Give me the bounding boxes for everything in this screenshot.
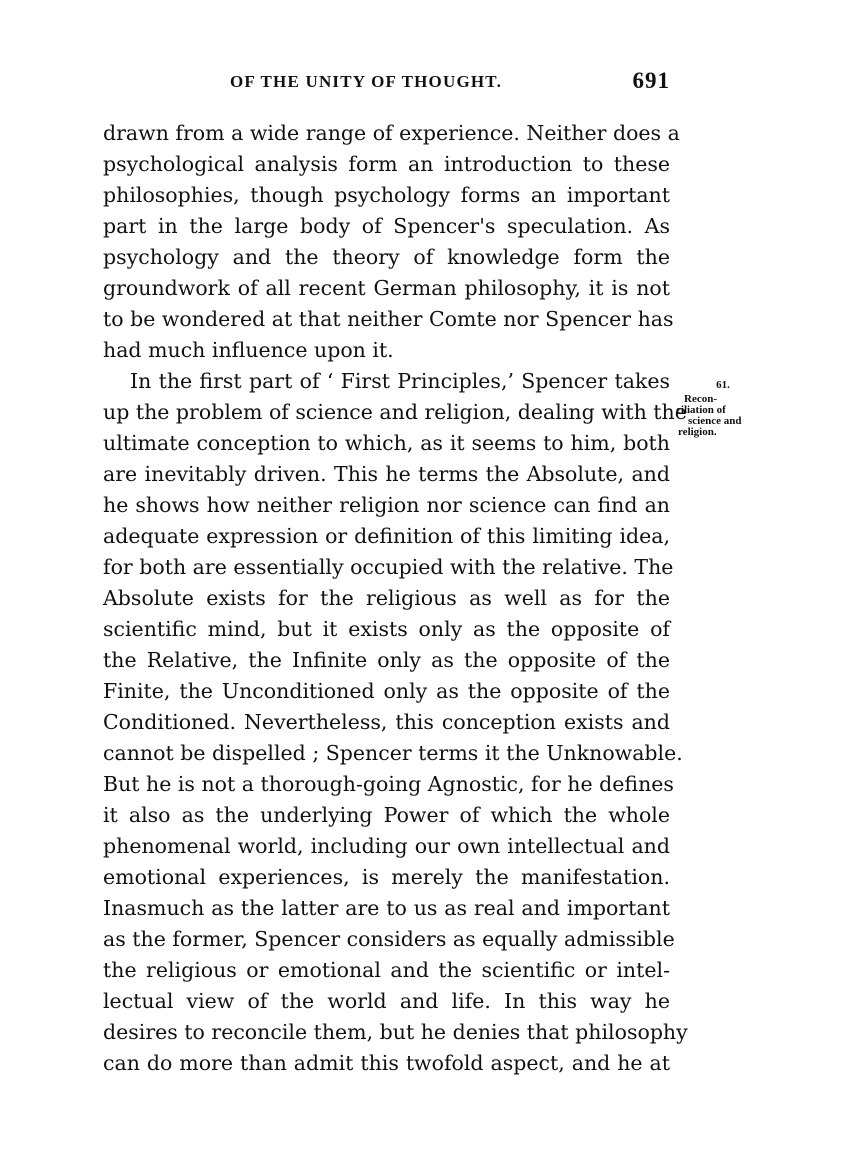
margin-note-line: ciliation of: [676, 404, 726, 416]
body-text: [103, 118, 688, 1079]
text-line: can do more than admit this twofold aspect, and he at: [103, 1051, 670, 1075]
text-line: psychological analysis form an introduction to these: [103, 152, 670, 176]
paragraph-start-line: In the first part of ‘ First Principles,’ Spencer takes: [130, 369, 670, 393]
text-line: it also as the underlying Power of which the whole: [103, 803, 670, 827]
text-line: for both are essentially occupied with the relative. The: [103, 555, 674, 579]
text-line: Conditioned. Nevertheless, this conception exists and: [103, 710, 670, 734]
text-line: he shows how neither religion nor science can find an: [103, 493, 670, 517]
margin-note: [676, 380, 756, 438]
text-line: ultimate conception to which, as it seems to him, both: [103, 431, 670, 455]
text-line: philosophies, though psychology forms an important: [103, 183, 670, 207]
text-line: desires to reconcile them, but he denies that philosophy: [103, 1020, 688, 1044]
margin-note-line: science and: [688, 415, 742, 427]
text-line: as the former, Spencer considers as equally admissible: [103, 927, 675, 951]
text-line: to be wondered at that neither Comte nor Spencer has: [103, 307, 674, 331]
text-line: groundwork of all recent German philosophy, it is not: [103, 276, 670, 300]
text-line: psychology and the theory of knowledge form the: [103, 245, 670, 269]
text-line: But he is not a thorough-going Agnostic, for he defines: [103, 772, 674, 796]
text-line: lectual view of the world and life. In this way he: [103, 989, 670, 1013]
margin-note-line: religion.: [678, 426, 717, 438]
text-line: phenomenal world, including our own intellectual and: [103, 834, 670, 858]
text-line: part in the large body of Spencer's speculation. As: [103, 214, 670, 238]
page-number: 691: [632, 68, 670, 93]
margin-note-line: Recon-: [684, 393, 717, 405]
text-line: are inevitably driven. This he terms the Absolute, and: [103, 462, 670, 486]
page-header: [230, 70, 670, 94]
text-line: emotional experiences, is merely the manifestation.: [103, 865, 670, 889]
text-line: had much influence upon it.: [103, 338, 394, 362]
text-line: the Relative, the Infinite only as the opposite of the: [103, 648, 670, 672]
text-line: Absolute exists for the religious as well as for the: [103, 586, 670, 610]
section-number: 61.: [716, 379, 730, 391]
text-line: adequate expression or definition of this limiting idea,: [103, 524, 670, 548]
text-line: the religious or emotional and the scientific or intel-: [103, 958, 670, 982]
text-line: Finite, the Unconditioned only as the opposite of the: [103, 679, 670, 703]
text-line: scientific mind, but it exists only as the opposite of: [103, 617, 670, 641]
text-line: cannot be dispelled ; Spencer terms it the Unknowable.: [103, 741, 683, 765]
text-line: Inasmuch as the latter are to us as real and important: [103, 896, 670, 920]
running-head: OF THE UNITY OF THOUGHT.: [230, 72, 503, 91]
text-line: up the problem of science and religion, dealing with the: [103, 400, 687, 424]
text-line: drawn from a wide range of experience. Neither does a: [103, 121, 680, 145]
